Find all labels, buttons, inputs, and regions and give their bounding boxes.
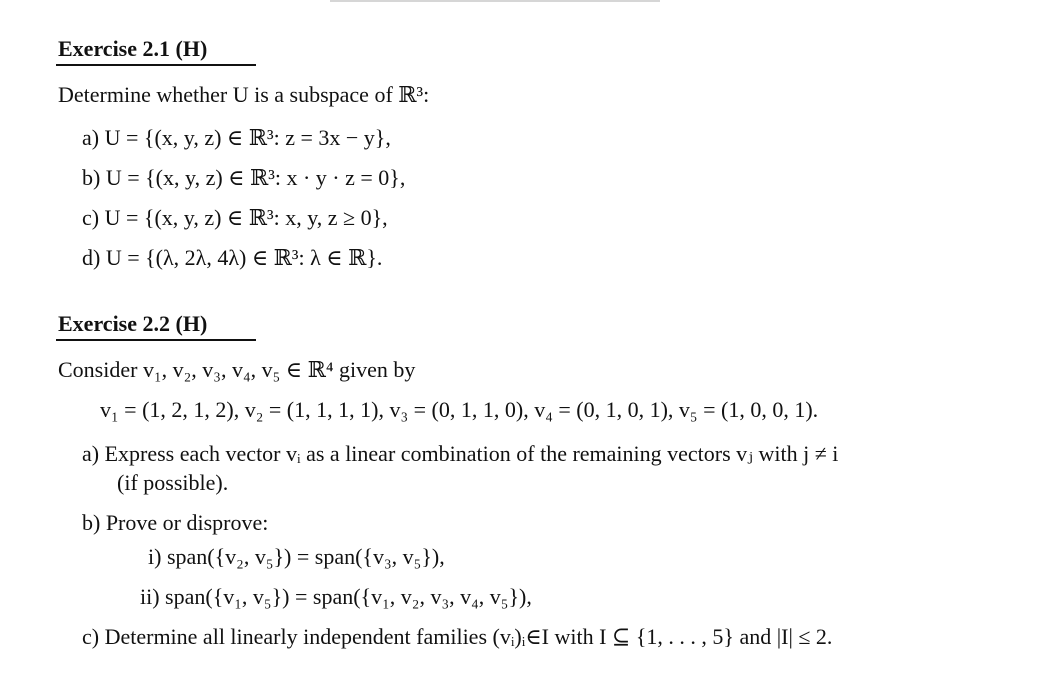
exercise-2-1-item-c: c) U = {(x, y, z) ∈ ℝ³: x, y, z ≥ 0},	[82, 205, 388, 230]
exercise-2-2-vectors: v₁ = (1, 2, 1, 2), v₂ = (1, 1, 1, 1), v₃ = (0, 1, 1, 0), v₄ = (0, 1, 0, 1), v₅ = (1, 0, 0, 1).	[100, 397, 819, 422]
top-divider	[330, 0, 660, 2]
exercise-2-2-part-b-ii: ii) span({v₁, v₅}) = span({v₁, v₂, v₃, v₄, v₅}),	[140, 584, 532, 609]
exercise-2-1-item-b: b) U = {(x, y, z) ∈ ℝ³: x · y · z = 0},	[82, 165, 406, 190]
exercise-2-2-underline	[56, 339, 256, 341]
exercise-2-2-part-b-i: i) span({v₂, v₅}) = span({v₃, v₅}),	[148, 544, 445, 569]
exercise-2-1-intro: Determine whether U is a subspace of ℝ³:	[58, 82, 430, 107]
exercise-2-2-part-c: c) Determine all linearly independent families (vᵢ)ᵢ∈I with I ⊆ {1, . . . , 5} and |I| ≤ 2.	[82, 624, 833, 649]
exercise-2-1-item-d: d) U = {(λ, 2λ, 4λ) ∈ ℝ³: λ ∈ ℝ}.	[82, 245, 383, 270]
exercise-2-2-part-b: b) Prove or disprove:	[82, 510, 269, 535]
exercise-2-2-intro: Consider v₁, v₂, v₃, v₄, v₅ ∈ ℝ⁴ given by	[58, 357, 416, 382]
exercise-2-2-part-a-line1: a) Express each vector vᵢ as a linear combination of the remaining vectors vⱼ with j ≠ i	[82, 441, 839, 466]
exercise-2-1-title: Exercise 2.1 (H)	[58, 36, 208, 61]
exercise-2-1-item-a: a) U = {(x, y, z) ∈ ℝ³: z = 3x − y},	[82, 125, 391, 150]
exercise-2-2-part-a-line2: (if possible).	[117, 470, 229, 495]
exercise-2-1-underline	[56, 64, 256, 66]
exercise-2-2-title: Exercise 2.2 (H)	[58, 311, 208, 336]
